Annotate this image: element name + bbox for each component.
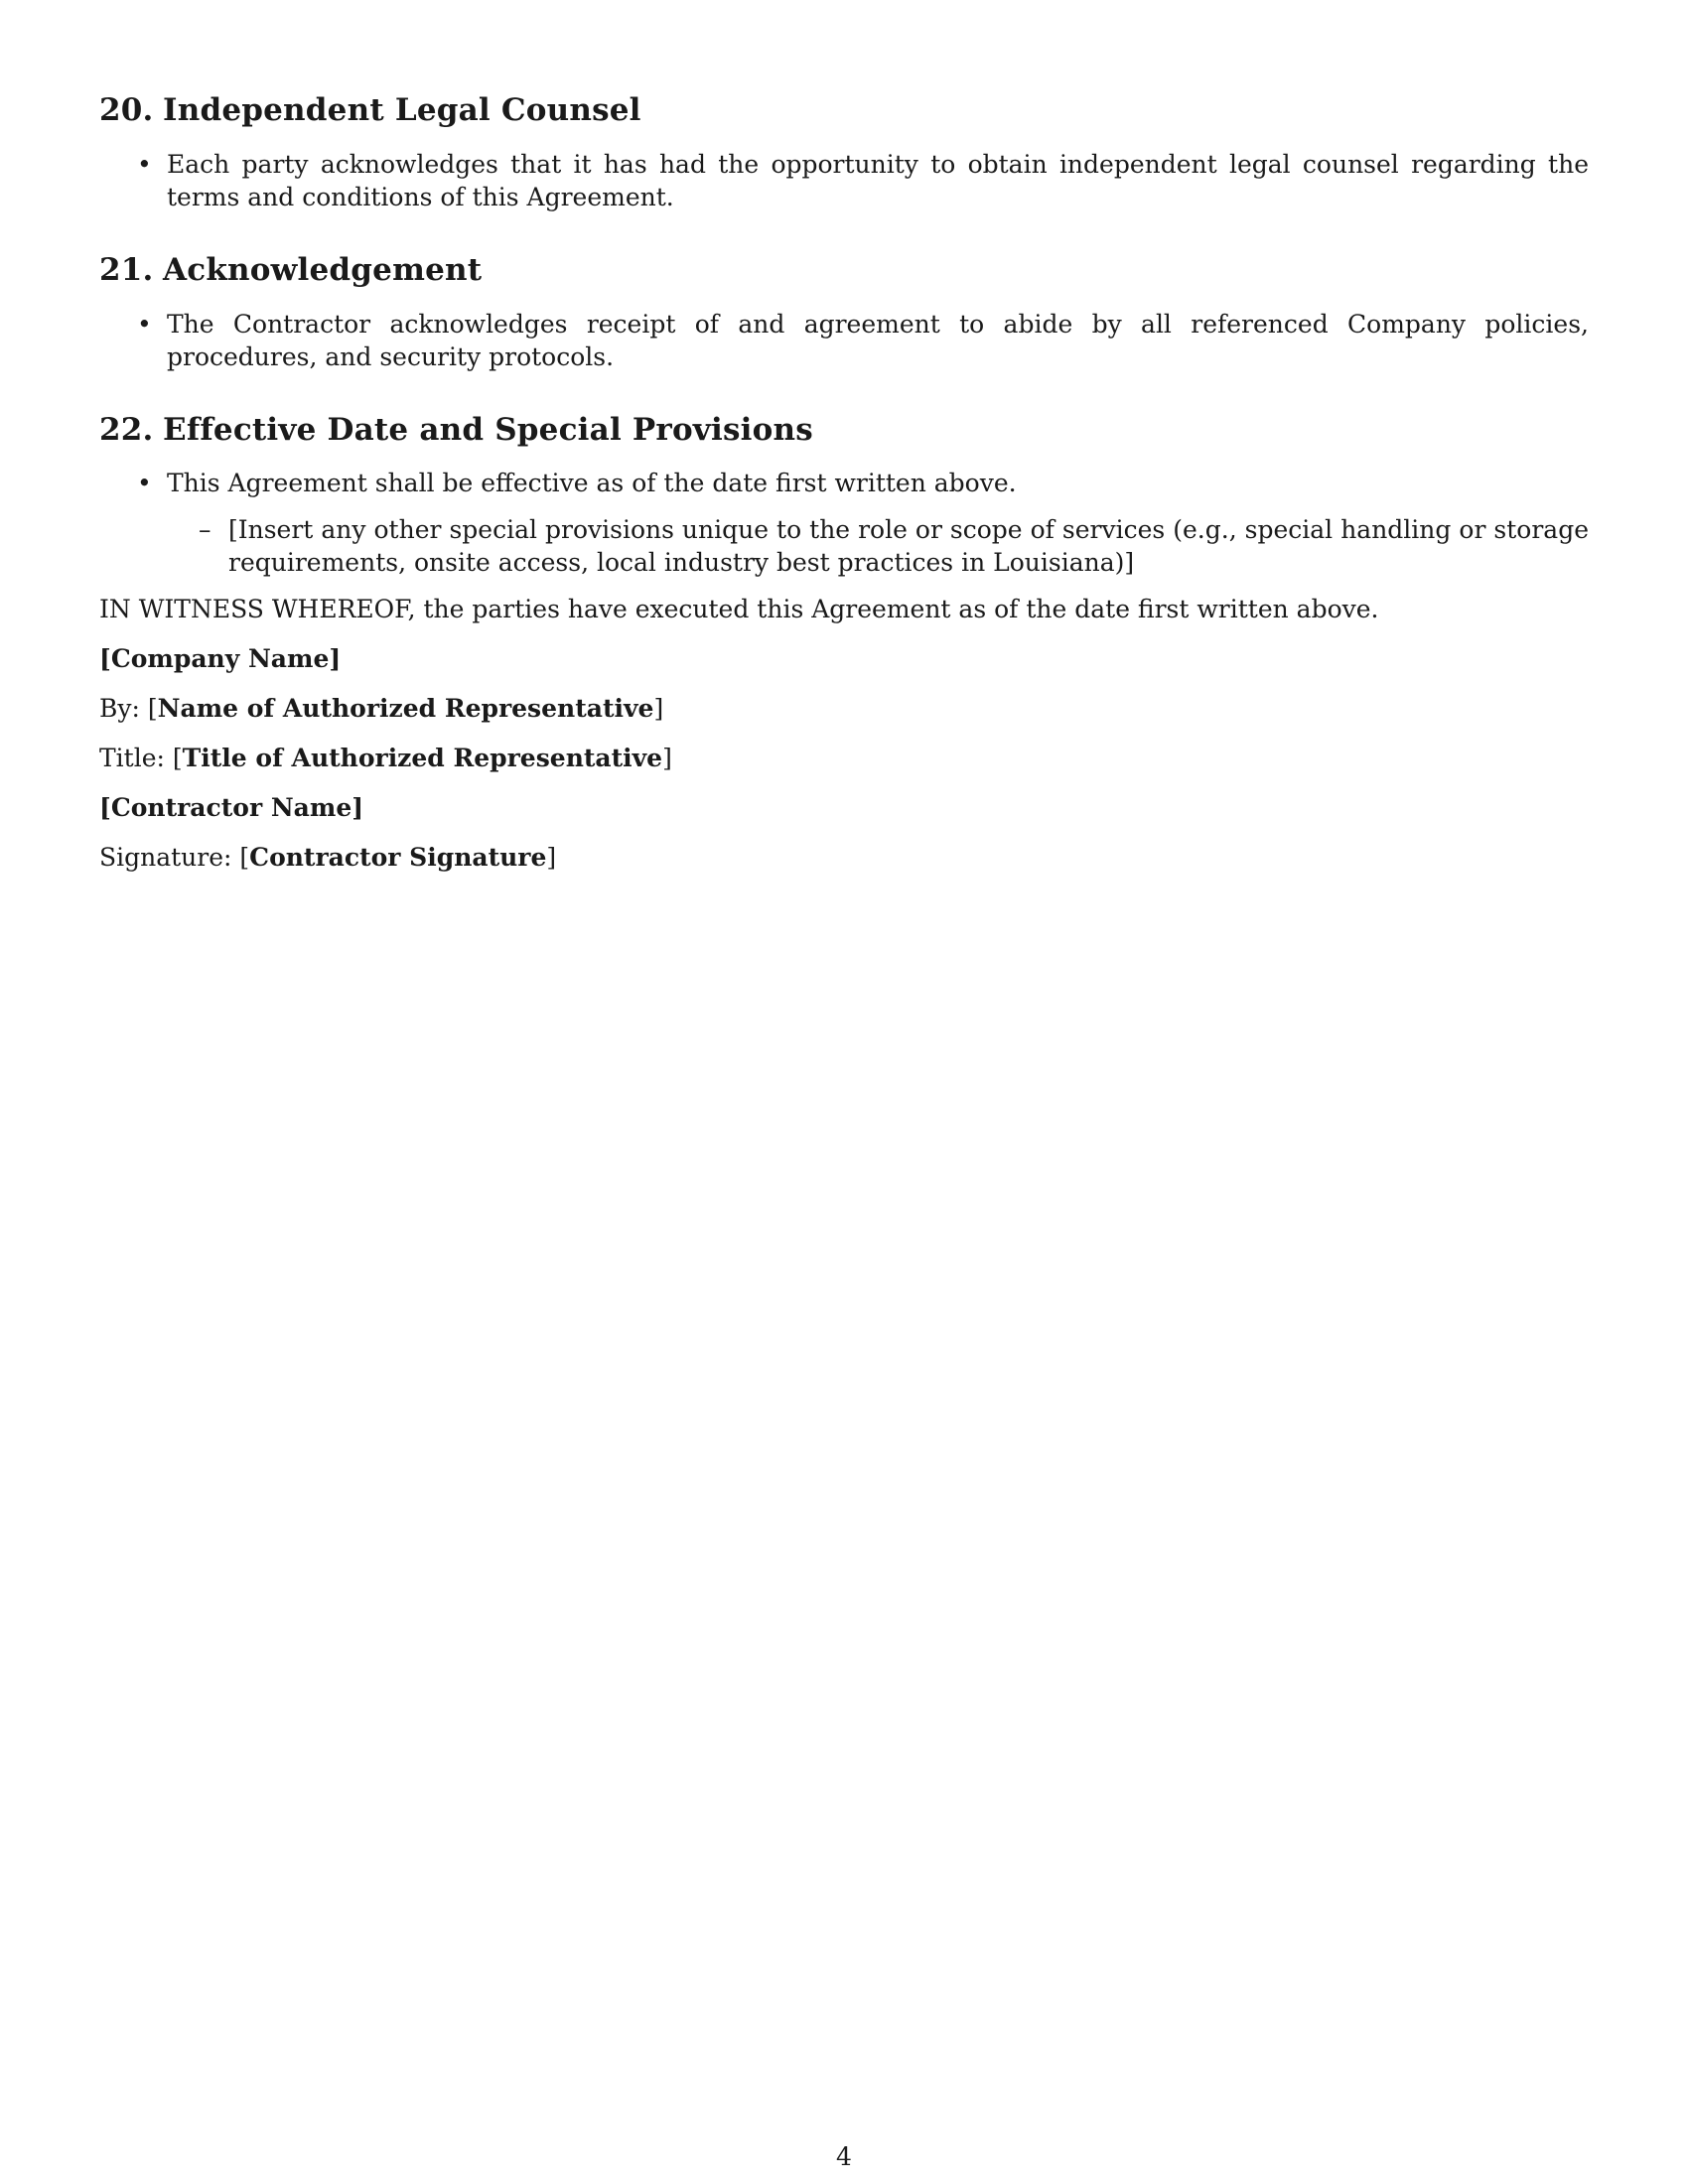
title-close-bracket: ] xyxy=(662,744,672,773)
bullet-list xyxy=(99,467,1589,579)
section-number: 22. xyxy=(99,411,154,448)
sub-list-item xyxy=(167,513,1589,579)
by-label: By: xyxy=(99,694,140,724)
section-title: Acknowledgement xyxy=(163,251,483,288)
section-20 xyxy=(99,91,1589,213)
by-close-bracket: ] xyxy=(653,694,664,724)
title-open-bracket: [ xyxy=(172,744,183,773)
bullet-icon: • xyxy=(137,469,152,498)
contractor-signature-placeholder: Contractor Signature xyxy=(249,843,547,873)
section-heading xyxy=(99,411,1589,450)
by-open-bracket: [ xyxy=(147,694,158,724)
list-item xyxy=(99,308,1589,373)
dash-icon: – xyxy=(199,515,211,545)
bullet-text: Each party acknowledges that it has had the opportunity to obtain independent legal counsel regarding the terms and conditions of this Agreement. xyxy=(167,149,1589,211)
signature-line xyxy=(99,841,1589,874)
signature-close-bracket: ] xyxy=(546,843,557,873)
section-heading xyxy=(99,251,1589,290)
document-page xyxy=(99,91,1589,890)
section-number: 21. xyxy=(99,251,154,288)
list-item xyxy=(99,148,1589,213)
list-item xyxy=(99,467,1589,579)
authorized-rep-title-placeholder: Title of Authorized Representative xyxy=(182,744,663,773)
company-name-placeholder: [Company Name] xyxy=(99,644,342,674)
witness-statement: IN WITNESS WHEREOF, the parties have executed this Agreement as of the date first written above. xyxy=(99,595,1379,624)
page-number: 4 xyxy=(836,2142,852,2171)
authorized-rep-name-placeholder: Name of Authorized Representative xyxy=(157,694,654,724)
section-22 xyxy=(99,411,1589,580)
bullet-list xyxy=(99,148,1589,213)
contractor-name-placeholder: [Contractor Name] xyxy=(99,793,364,823)
title-line xyxy=(99,742,1589,774)
signature-open-bracket: [ xyxy=(239,843,250,873)
bullet-list xyxy=(99,308,1589,373)
signature-label: Signature: xyxy=(99,843,232,873)
sub-bullet-list xyxy=(167,513,1589,579)
bullet-text: The Contractor acknowledges receipt of and agreement to abide by all referenced Company policies, procedures, and security protocols. xyxy=(167,309,1589,371)
section-21 xyxy=(99,251,1589,373)
section-title: Independent Legal Counsel xyxy=(163,92,641,128)
section-title: Effective Date and Special Provisions xyxy=(163,411,813,448)
section-number: 20. xyxy=(99,92,154,128)
bullet-icon: • xyxy=(137,309,152,339)
by-line xyxy=(99,692,1589,725)
bullet-icon: • xyxy=(137,149,152,179)
bullet-text: This Agreement shall be effective as of the date first written above. xyxy=(167,469,1017,498)
section-heading xyxy=(99,91,1589,130)
title-label: Title: xyxy=(99,744,165,773)
sub-bullet-text: [Insert any other special provisions unique to the role or scope of services (e.g., special handling or storage requirements, onsite access, local industry best practices in Louisiana)] xyxy=(228,515,1589,578)
